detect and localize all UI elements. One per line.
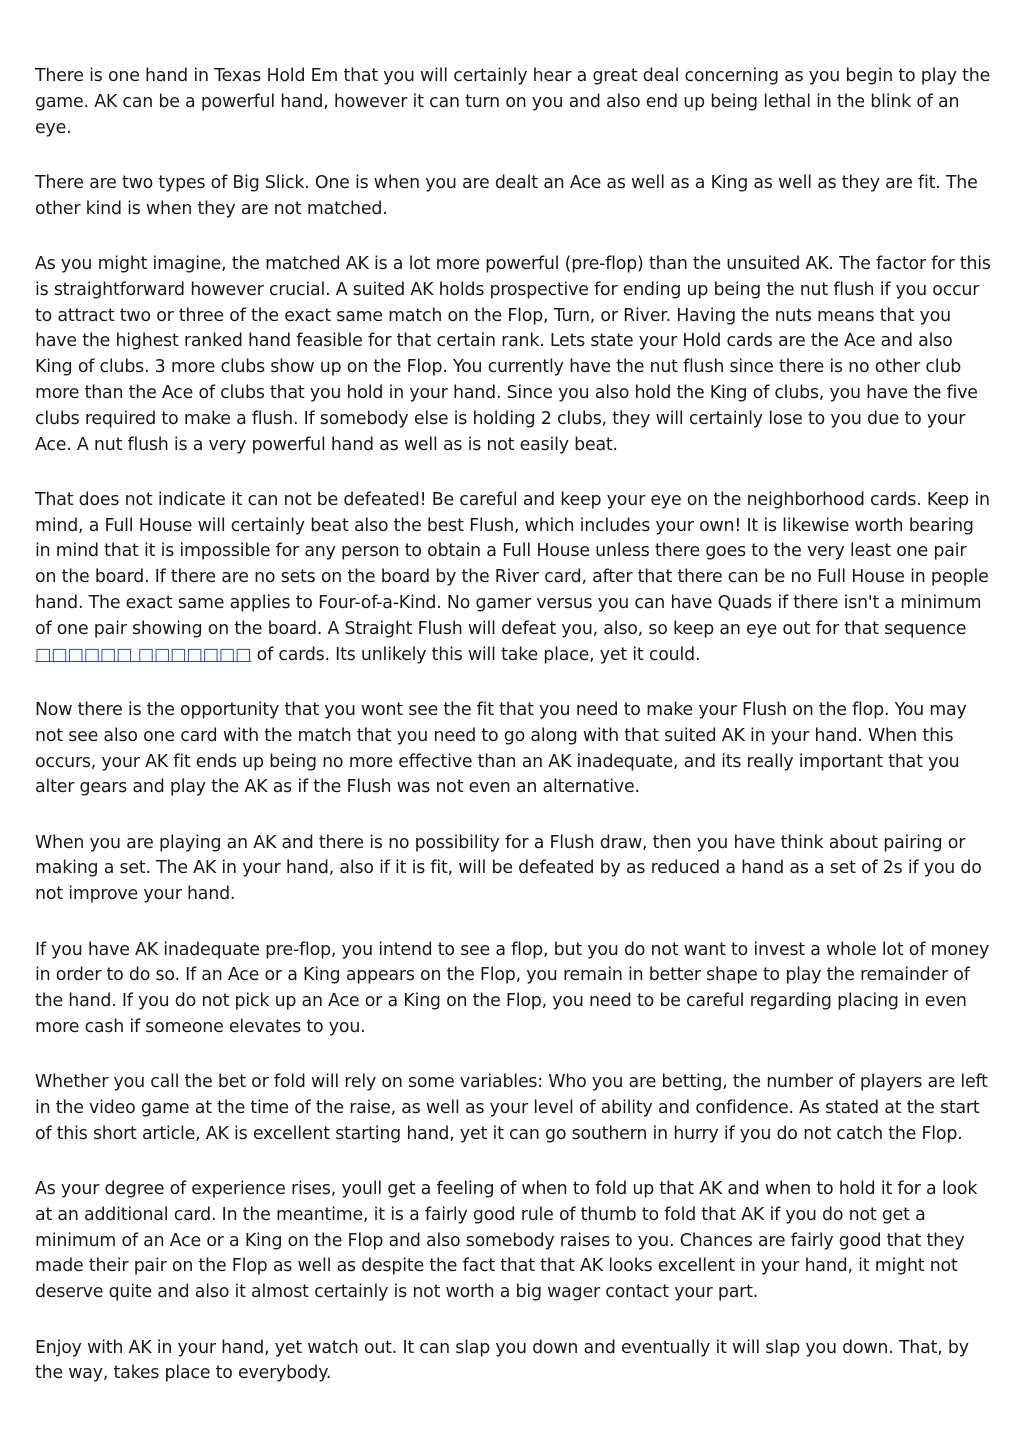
paragraph-no-flush: Now there is the opportunity that you wont see the fit that you need to make your Flush on the flop. You may not see also one card with the match that you need to go along with that suited AK in your hand. When this occurs, your AK fit ends up being no more effective than an AK inadequate, and its really important that you alter gears and play the AK as if the Flush was not even an alternative. bbox=[35, 699, 967, 798]
document-body bbox=[35, 64, 992, 1417]
sequence-link[interactable]: □□□□□□ □□□□□□□ bbox=[35, 644, 252, 665]
paragraph-big-slick-types: There are two types of Big Slick. One is when you are dealt an Ace as well as a King as well as they are fit. The other kind is when they are not matched. bbox=[35, 172, 978, 219]
paragraph-experience: As your degree of experience rises, youll get a feeling of when to fold up that AK and when to hold it for a look at an additional card. In the meantime, it is a fairly good rule of thumb to fold that AK if you do not get a minimum of an Ace or a King on the Flop and also somebody raises to you. Chances are fairly good that they made their pair on the Flop as well as despite the fact that that AK looks excellent in your hand, it might not deserve quite and also it almost certainly is not worth a big wager contact your part. bbox=[35, 1179, 978, 1303]
paragraph-conclusion: Enjoy with AK in your hand, yet watch out. It can slap you down and eventually it will slap you down. That, by the way, takes place to everybody. bbox=[35, 1337, 969, 1384]
paragraph-full-house bbox=[35, 488, 992, 669]
paragraph-unsuited-preflop: If you have AK inadequate pre-flop, you intend to see a flop, but you do not want to invest a whole lot of money in order to do so. If an Ace or a King appears on the Flop, you remain in better shape to play the remainder of the hand. If you do not pick up an Ace or a King on the Flop, you need to be careful regarding placing in even more cash if someone elevates to you. bbox=[35, 939, 990, 1037]
paragraph-full-house-text-after: of cards. Its unlikely this will take place, yet it could. bbox=[251, 644, 701, 665]
paragraph-intro: There is one hand in Texas Hold Em that you will certainly hear a great deal concerning as you begin to play the game. AK can be a powerful hand, however it can turn on you and also end up being lethal in the blink of an eye. bbox=[35, 66, 991, 138]
paragraph-full-house-text-before: That does not indicate it can not be defeated! Be careful and keep your eye on the neighborhood cards. Keep in mind, a Full House will certainly beat also the best Flush, which includes your own! It is likewise worth bearing in mind that it is impossible for any person to obtain a Full House unless there goes to the very least one pair on the board. If there are no sets on the board by the River card, after that there can be no Full House in people hand. The exact same applies to Four-of-a-Kind. No gamer versus you can have Quads if there isn't a minimum of one pair showing on the board. A Straight Flush will defeat you, also, so keep an eye out for that sequence bbox=[35, 489, 990, 639]
paragraph-suited-ak: As you might imagine, the matched AK is a lot more powerful (pre-flop) than the unsuited AK. The factor for this is straightforward however crucial. A suited AK holds prospective for ending up being the nut flush if you occur to attract two or three of the exact same match on the Flop, Turn, or River. Having the nuts means that you have the highest ranked hand feasible for that certain rank. Lets state your Hold cards are the Ace and also King of clubs. 3 more clubs show up on the Flop. You currently have the nut flush since there is no other club more than the Ace of clubs that you hold in your hand. Since you also hold the King of clubs, you have the five clubs required to make a flush. If somebody else is holding 2 clubs, they will certainly lose to you due to your Ace. A nut flush is a very powerful hand as well as is not easily beat. bbox=[35, 253, 991, 455]
paragraph-call-or-fold: Whether you call the bet or fold will rely on some variables: Who you are betting, the number of players are left in the video game at the time of the raise, as well as your level of ability and confidence. As stated at the start of this short article, AK is excellent starting hand, yet it can go southern in hurry if you do not catch the Flop. bbox=[35, 1072, 988, 1144]
paragraph-pairing: When you are playing an AK and there is no possibility for a Flush draw, then you have think about pairing or making a set. The AK in your hand, also if it is fit, will be defeated by as reduced a hand as a set of 2s if you do not improve your hand. bbox=[35, 832, 982, 905]
